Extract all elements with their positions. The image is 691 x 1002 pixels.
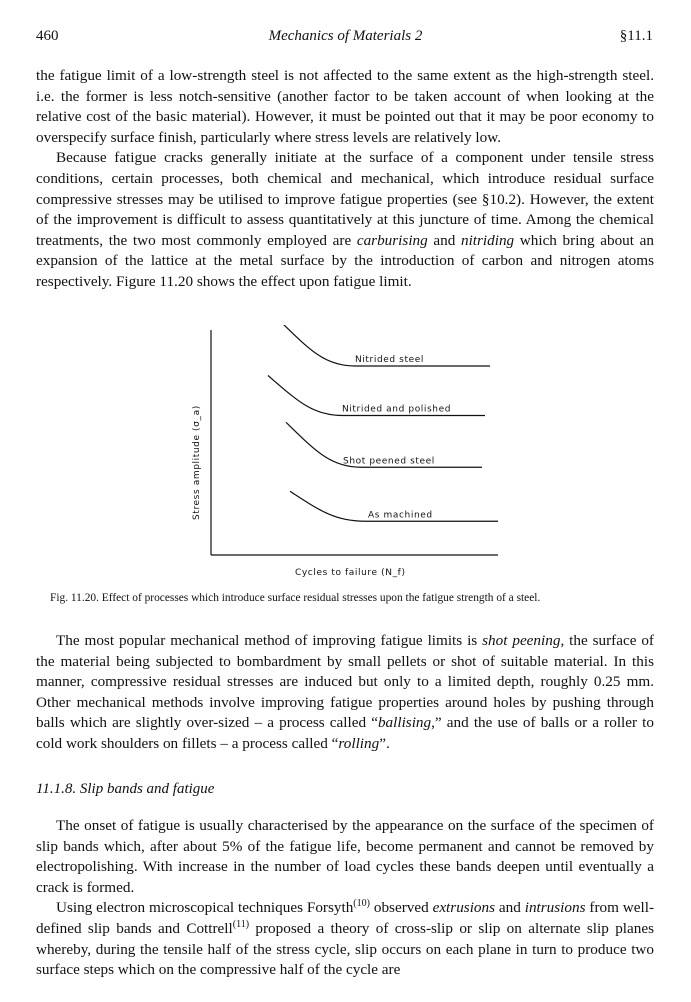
term-intrusions: intrusions (524, 899, 586, 917)
term-extrusions: extrusions (432, 899, 496, 917)
paragraph-4: The onset of fatigue is usually characterised by the appearance on the surface of the specimen of slip bands which, after about 5% of the fatigue life, become permanent and cannot be removed by electropolishing. With increase in the number of load cycles these bands deepen until eventually a crack is formed. (36, 817, 654, 896)
body-text-middle (36, 631, 654, 755)
fatigue-chart (180, 325, 510, 580)
figure-caption: Fig. 11.20. Effect of processes which introduce surface residual stresses upon the fatigue strength of a steel. (50, 592, 541, 604)
body-text-bottom (36, 816, 654, 981)
curves-group (268, 325, 498, 521)
term-nitriding: nitriding (460, 231, 515, 249)
paragraph-2: Because fatigue cracks generally initiate at the surface of a component under tensile stress conditions, certain processes, both chemical and mechanical, which introduce residual surface compressive stresses may be utilised to improve fatigue properties (see §10.2). However, the extent of the improvement is difficult to assess quantitatively at this juncture of time. Among the chemical treatments, the two most commonly employed are carburising and nitriding which bring about an expansion of the lattice at the metal surface by the introduction of carbon and nitrogen atoms respectively. Figure 11.20 shows the effect upon fatigue limit. (36, 149, 654, 290)
x-axis-label: Cycles to failure (N_f) (295, 568, 406, 578)
y-axis-label: Stress amplitude (σ_a) (192, 405, 202, 520)
term-rolling: rolling (338, 734, 380, 752)
reference-10: (10) (353, 898, 370, 910)
running-title: Mechanics of Materials 2 (268, 28, 423, 44)
section-number: §11.1 (619, 28, 653, 44)
series-label: Shot peened steel (343, 456, 435, 467)
paragraph-1: the fatigue limit of a low-strength steel is not affected to the same extent as the high-strength steel. i.e. the former is less notch-sensitive (another factor to be taken account of when looking at the relative cost of the basic material). However, it must be pointed out that it may be poor economy to overspecify surface finish, particularly where stress levels are relatively low. (36, 67, 654, 146)
section-heading: 11.1.8. Slip bands and fatigue (36, 781, 215, 797)
paragraph-5: Using electron microscopical techniques Forsyth$^{(10)}$ observed extrusions and intrusions from well-defined slip bands and Cottrell$^{(11)}$ proposed a theory of cross-slip or slip on alternate slip planes whereby, during the tensile half of the stress cycle, slip occurs on each plane in turn to produce two surface steps which on the compressive half of the cycle are (36, 898, 655, 979)
term-ballising: ballising (377, 714, 432, 732)
term-carburising: carburising (356, 231, 428, 249)
paragraph-3: The most popular mechanical method of improving fatigue limits is shot peening, the surface of the material being subjected to bombardment by small pellets or shot of suitable material. In this manner, compressive residual stresses are induced but only to a limited depth, roughly 0.25 mm. Other mechanical methods involve improving fatigue properties around holes by pushing through balls which are slightly over-sized – a process called “ballising,” and the use of balls or a roller to cold work shoulders on fillets – a process called “rolling”. (36, 632, 655, 752)
series-label: Nitrided steel (355, 355, 424, 365)
term-shot-peening: shot peening (482, 632, 561, 649)
series-label: Nitrided and polished (342, 404, 452, 415)
series-label: As machined (368, 510, 433, 521)
body-text-top (36, 66, 654, 293)
reference-11: (11) (232, 918, 250, 930)
page-number: 460 (36, 28, 59, 44)
